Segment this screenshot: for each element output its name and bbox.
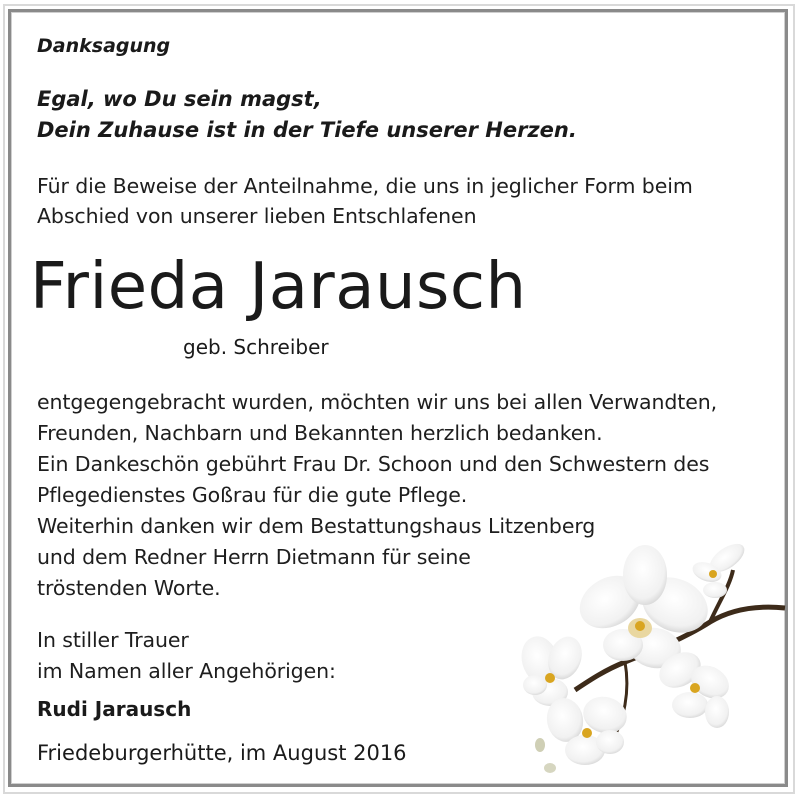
intro-line-2: Abschied von unserer lieben Entschlafenen	[37, 204, 477, 228]
signer-name: Rudi Jarausch	[37, 697, 192, 721]
thanks-line-5: Weiterhin danken wir dem Bestattungshaus Litzenberg	[37, 514, 596, 538]
notice-heading: Danksagung	[37, 35, 171, 57]
place-and-date: Friedeburgerhütte, im August 2016	[37, 741, 407, 765]
thanks-line-1: entgegengebracht wurden, möchten wir uns bei allen Verwandten,	[37, 390, 718, 414]
deceased-name: Frieda Jarausch	[30, 250, 527, 324]
motto-line-2: Dein Zuhause ist in der Tiefe unserer Herzen.	[37, 118, 577, 142]
intro-line-1: Für die Beweise der Anteilnahme, die uns in jeglicher Form beim	[37, 174, 693, 198]
maiden-name: geb. Schreiber	[183, 335, 329, 359]
thanks-line-3: Ein Dankeschön gebührt Frau Dr. Schoon und den Schwestern des	[37, 452, 710, 476]
thanks-line-7: tröstenden Worte.	[37, 576, 221, 600]
thanks-line-6: und dem Redner Herrn Dietmann für seine	[37, 545, 471, 569]
orchid-icon	[505, 530, 790, 780]
closing-line-1: In stiller Trauer	[37, 628, 189, 652]
thanks-line-2: Freunden, Nachbarn und Bekannten herzlich bedanken.	[37, 421, 603, 445]
closing-line-2: im Namen aller Angehörigen:	[37, 659, 336, 683]
motto-line-1: Egal, wo Du sein magst,	[37, 87, 322, 111]
thanks-line-4: Pflegedienstes Goßrau für die gute Pflege.	[37, 483, 468, 507]
